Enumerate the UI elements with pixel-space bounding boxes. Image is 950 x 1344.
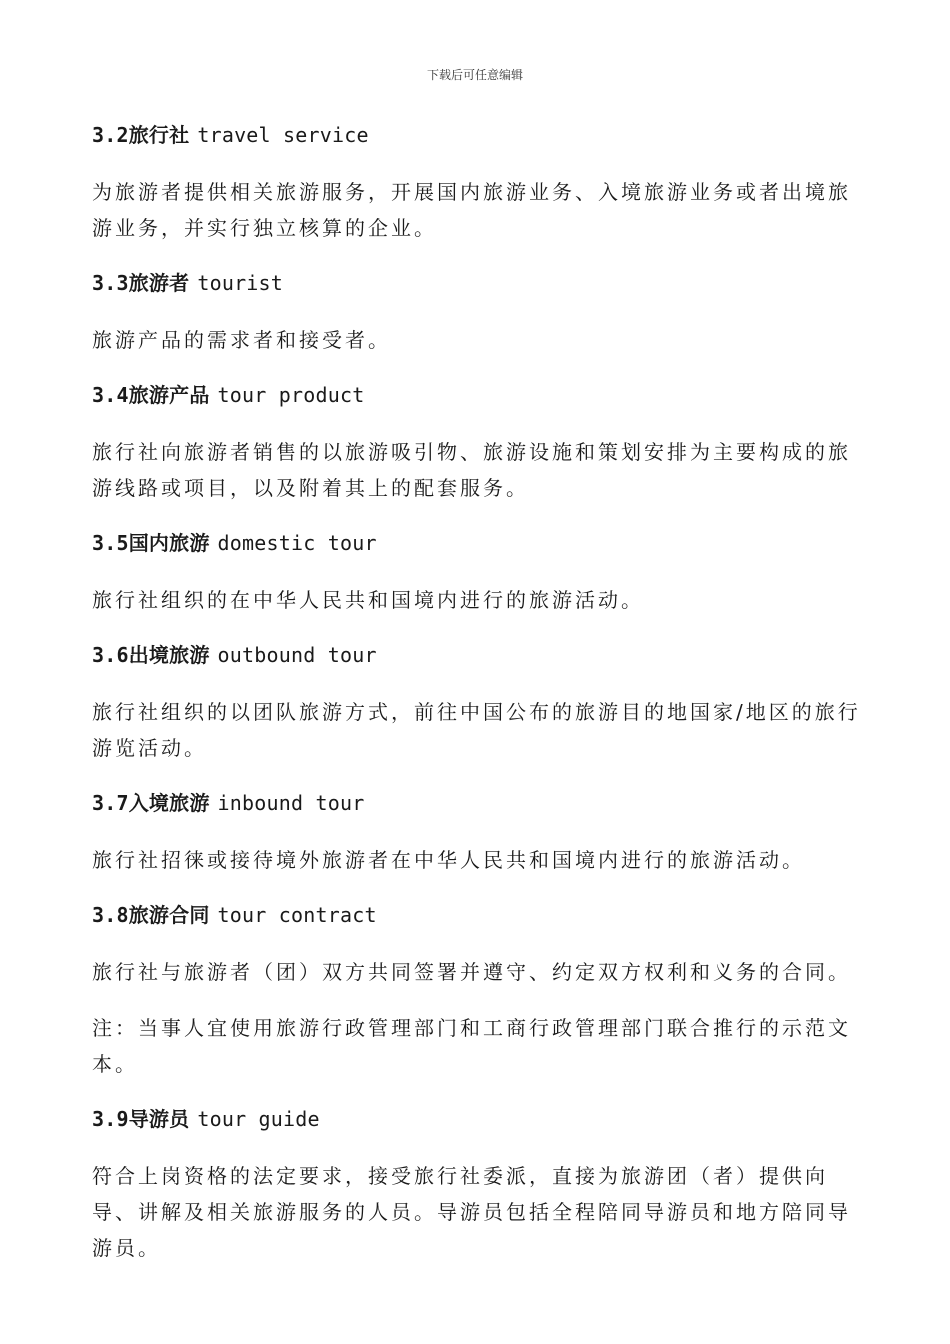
term-number: 3.2 xyxy=(92,123,129,147)
term-number: 3.4 xyxy=(92,383,129,407)
term-definition-3-6: 旅行社组织的以团队旅游方式，前往中国公布的旅游目的地国家/地区的旅行游览活动。 xyxy=(92,700,861,760)
term-chinese: 旅行社 xyxy=(128,123,190,147)
term-english: inbound tour xyxy=(217,791,365,815)
term-heading-3-6 xyxy=(92,640,872,670)
term-definition-3-5: 旅行社组织的在中华人民共和国境内进行的旅游活动。 xyxy=(92,588,644,612)
term-chinese: 导游员 xyxy=(128,1107,190,1131)
term-heading-3-9 xyxy=(92,1104,872,1134)
term-english: domestic tour xyxy=(217,531,377,555)
term-english: tour guide xyxy=(197,1107,320,1131)
term-chinese: 旅游者 xyxy=(128,271,190,295)
term-number: 3.5 xyxy=(92,531,129,555)
term-number: 3.6 xyxy=(92,643,129,667)
term-heading-3-5 xyxy=(92,528,872,558)
term-definition-3-4: 旅行社向旅游者销售的以旅游吸引物、旅游设施和策划安排为主要构成的旅游线路或项目，以及附着其上的配套服务。 xyxy=(92,440,851,500)
term-heading-3-3 xyxy=(92,268,872,298)
term-definition-3-7: 旅行社招徕或接待境外旅游者在中华人民共和国境内进行的旅游活动。 xyxy=(92,848,805,872)
term-english: tour product xyxy=(217,383,365,407)
term-english: travel service xyxy=(197,123,369,147)
term-chinese: 出境旅游 xyxy=(128,643,210,667)
term-chinese: 国内旅游 xyxy=(128,531,210,555)
term-chinese: 入境旅游 xyxy=(128,791,210,815)
term-english: outbound tour xyxy=(217,643,377,667)
term-number: 3.3 xyxy=(92,271,129,295)
term-definition-3-8: 旅行社与旅游者（团）双方共同签署并遵守、约定双方权利和义务的合同。 xyxy=(92,960,851,984)
term-definition-3-9: 符合上岗资格的法定要求，接受旅行社委派，直接为旅游团（者）提供向导、讲解及相关旅游服务的人员。导游员包括全程陪同导游员和地方陪同导游员。 xyxy=(92,1164,851,1260)
term-definition-3-3: 旅游产品的需求者和接受者。 xyxy=(92,328,391,352)
page-header-note: 下载后可任意编辑 xyxy=(426,68,523,82)
document-body xyxy=(92,120,872,1288)
term-chinese: 旅游合同 xyxy=(128,903,210,927)
term-english: tourist xyxy=(197,271,284,295)
term-definition-3-2: 为旅游者提供相关旅游服务，开展国内旅游业务、入境旅游业务或者出境旅游业务，并实行独立核算的企业。 xyxy=(92,180,851,240)
term-number: 3.8 xyxy=(92,903,129,927)
term-heading-3-8 xyxy=(92,900,872,930)
term-heading-3-4 xyxy=(92,380,872,410)
term-chinese: 旅游产品 xyxy=(128,383,210,407)
term-heading-3-2 xyxy=(92,120,872,150)
term-heading-3-7 xyxy=(92,788,872,818)
term-note-3-8: 注：当事人宜使用旅游行政管理部门和工商行政管理部门联合推行的示范文本。 xyxy=(92,1016,851,1076)
term-english: tour contract xyxy=(217,903,377,927)
term-number: 3.9 xyxy=(92,1107,129,1131)
term-number: 3.7 xyxy=(92,791,129,815)
